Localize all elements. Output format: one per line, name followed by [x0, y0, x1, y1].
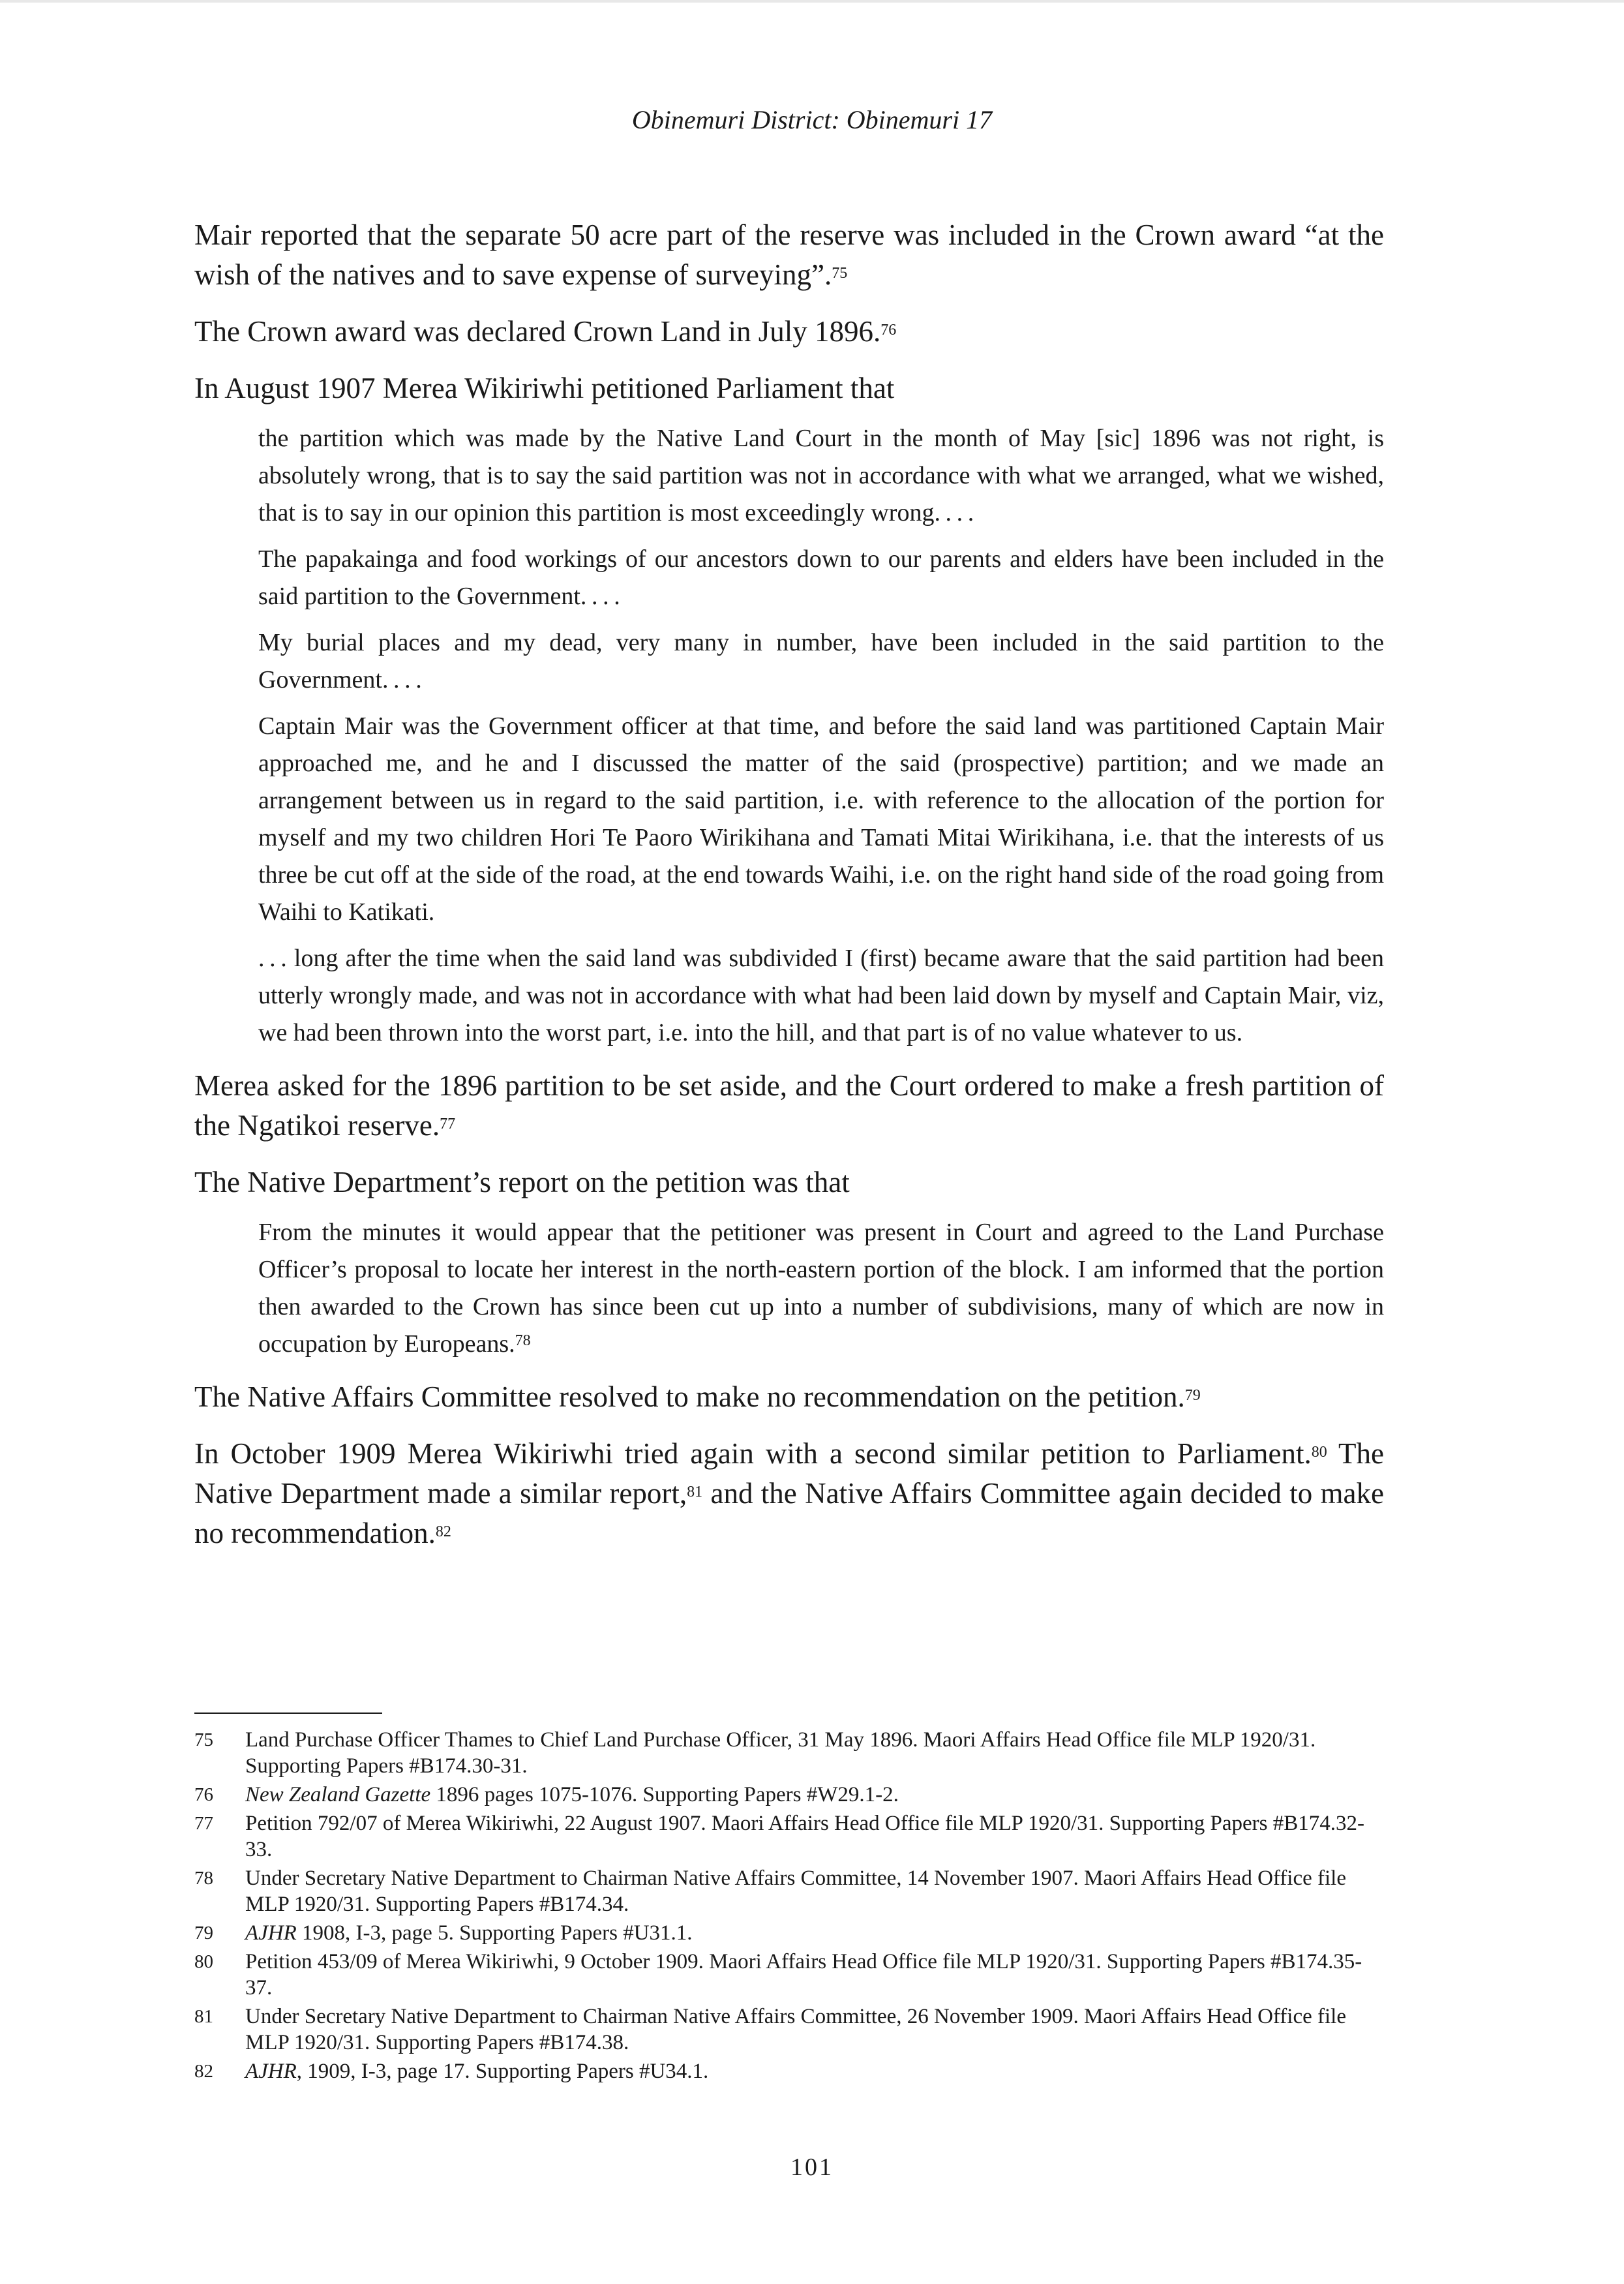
footnote-number: 82 [194, 2061, 213, 2082]
footnote-item [194, 1782, 1384, 1808]
footnote-text: Petition 453/09 of Merea Wikiriwhi, 9 October 1909. Maori Affairs Head Office file MLP 1920/31. Supporting Papers #B174.35-37. [245, 1950, 1362, 2000]
quote-paragraph: . . . long after the time when the said land was subdivided I (first) became aware that the said partition had been utterly wrongly made, and was not in accordance with what had been laid down by myself and Captain Mair, viz, we had been thrown into the worst part, i.e. into the hill, and that part is of no value whatever to us. [258, 945, 1384, 1046]
footnote-item [194, 2058, 1384, 2084]
footnote-ref[interactable]: 80 [1311, 1444, 1327, 1461]
footnote-item [194, 1865, 1384, 1917]
footnote-item [194, 2003, 1384, 2056]
footnote-text: AJHR 1908, I-3, page 5. Supporting Papers #U31.1. [245, 1921, 693, 1945]
body-paragraph: The Crown award was declared Crown Land in July 1896.76 [194, 315, 897, 348]
footnote-number: 81 [194, 2006, 213, 2027]
body-paragraph: The Native Department’s report on the petition was that [194, 1166, 850, 1198]
footnote-ref[interactable]: 75 [832, 265, 848, 282]
body-paragraph: Mair reported that the separate 50 acre part of the reserve was included in the Crown award “at the wish of the natives and to save expense of surveying”.$^{75}$ [194, 219, 1384, 291]
body-paragraph: Merea asked for the 1896 partition to be set aside, and the Court ordered to make a fresh partition of the Ngatikoi reserve.$^{77}$ [194, 1069, 1384, 1142]
footnote-ref[interactable]: 77 [440, 1116, 456, 1133]
footnote-number: 79 [194, 1923, 213, 1943]
body-text [194, 215, 1384, 1570]
footnote-text: Under Secretary Native Department to Chairman Native Affairs Committee, 14 November 1907. Maori Affairs Head Office file MLP 1920/31. Supporting Papers #B174.34. [245, 1866, 1346, 1916]
footnote-item [194, 1949, 1384, 2001]
footnote-item [194, 1810, 1384, 1863]
quote-paragraph: My burial places and my dead, very many in number, have been included in the said partition to the Government. . . . [258, 629, 1384, 693]
body-paragraph: In October 1909 Merea Wikiriwhi tried again with a second similar petition to Parliament.$^{80}$ The Native Department made a similar report,$^{81}$ and the Native Affairs Committee again decided to make no recommendation.$^{82}$ [194, 1437, 1384, 1549]
block-quote-report [258, 1214, 1384, 1363]
body-paragraph: In August 1907 Merea Wikiriwhi petitioned Parliament that [194, 372, 895, 404]
footnotes [194, 1713, 1384, 2087]
footnote-separator [194, 1713, 382, 1714]
page-number: 101 [790, 2154, 834, 2181]
footnote-ref[interactable]: 79 [1184, 1387, 1201, 1405]
footnote-text: Under Secretary Native Department to Chairman Native Affairs Committee, 26 November 1909. Maori Affairs Head Office file MLP 1920/31. Supporting Papers #B174.38. [245, 2005, 1346, 2054]
footnote-number: 78 [194, 1868, 213, 1889]
block-quote-petition [258, 420, 1384, 1052]
footnote-ref[interactable]: 81 [687, 1484, 703, 1501]
footnote-text: Land Purchase Officer Thames to Chief Land Purchase Officer, 31 May 1896. Maori Affairs Head Office file MLP 1920/31. Supporting Papers #B174.30-31. [245, 1728, 1316, 1778]
footnote-number: 77 [194, 1813, 213, 1834]
footnote-ref[interactable]: 78 [515, 1332, 531, 1350]
footnote-ref[interactable]: 82 [435, 1523, 451, 1541]
quote-paragraph: From the minutes it would appear that the petitioner was present in Court and agreed to the Land Purchase Officer’s proposal to locate her interest in the north-eastern portion of the block. I am informed that the portion then awarded to the Crown has since been cut up into a number of subdivisions, many of which are now in occupation by Europeans.$^{78}$ [258, 1219, 1384, 1358]
quote-paragraph: the partition which was made by the Native Land Court in the month of May [sic] 1896 was not right, is absolutely wrong, that is to say the said partition was not in accordance with what we arranged, what we wished, that is to say in our opinion this partition is most exceedingly wrong. . . . [258, 425, 1384, 526]
quote-paragraph: Captain Mair was the Government officer at that time, and before the said land was partitioned Captain Mair approached me, and he and I discussed the matter of the said (prospective) partition; and we made an arrangement between us in regard to the said partition, i.e. with reference to the allocation of the portion for myself and my two children Hori Te Paoro Wirikihana and Tamati Mitai Wirikihana, i.e. that the interests of us three be cut off at the side of the road, at the end towards Waihi, i.e. on the right hand side of the road going from Waihi to Katikati. [258, 712, 1384, 926]
footnote-text: Petition 792/07 of Merea Wikiriwhi, 22 August 1907. Maori Affairs Head Office file MLP 1920/31. Supporting Papers #B174.32-33. [245, 1812, 1365, 1861]
body-paragraph: The Native Affairs Committee resolved to make no recommendation on the petition.$^{79}$ [194, 1380, 1201, 1413]
footnote-number: 75 [194, 1729, 213, 1750]
footnote-item [194, 1920, 1384, 1946]
footnote-item [194, 1727, 1384, 1779]
footnote-number: 80 [194, 1951, 213, 1972]
footnote-text: New Zealand Gazette 1896 pages 1075-1076. Supporting Papers #W29.1-2. [245, 1783, 899, 1806]
quote-paragraph: The papakainga and food workings of our ancestors down to our parents and elders have been included in the said partition to the Government. . . . [258, 545, 1384, 610]
footnote-ref[interactable]: 76 [880, 322, 897, 339]
footnote-text: AJHR, 1909, I-3, page 17. Supporting Papers #U34.1. [245, 2060, 709, 2083]
running-header: Obinemuri District: Obinemuri 17 [631, 105, 993, 134]
top-edge-rule [0, 0, 1624, 3]
footnote-number: 76 [194, 1784, 213, 1805]
